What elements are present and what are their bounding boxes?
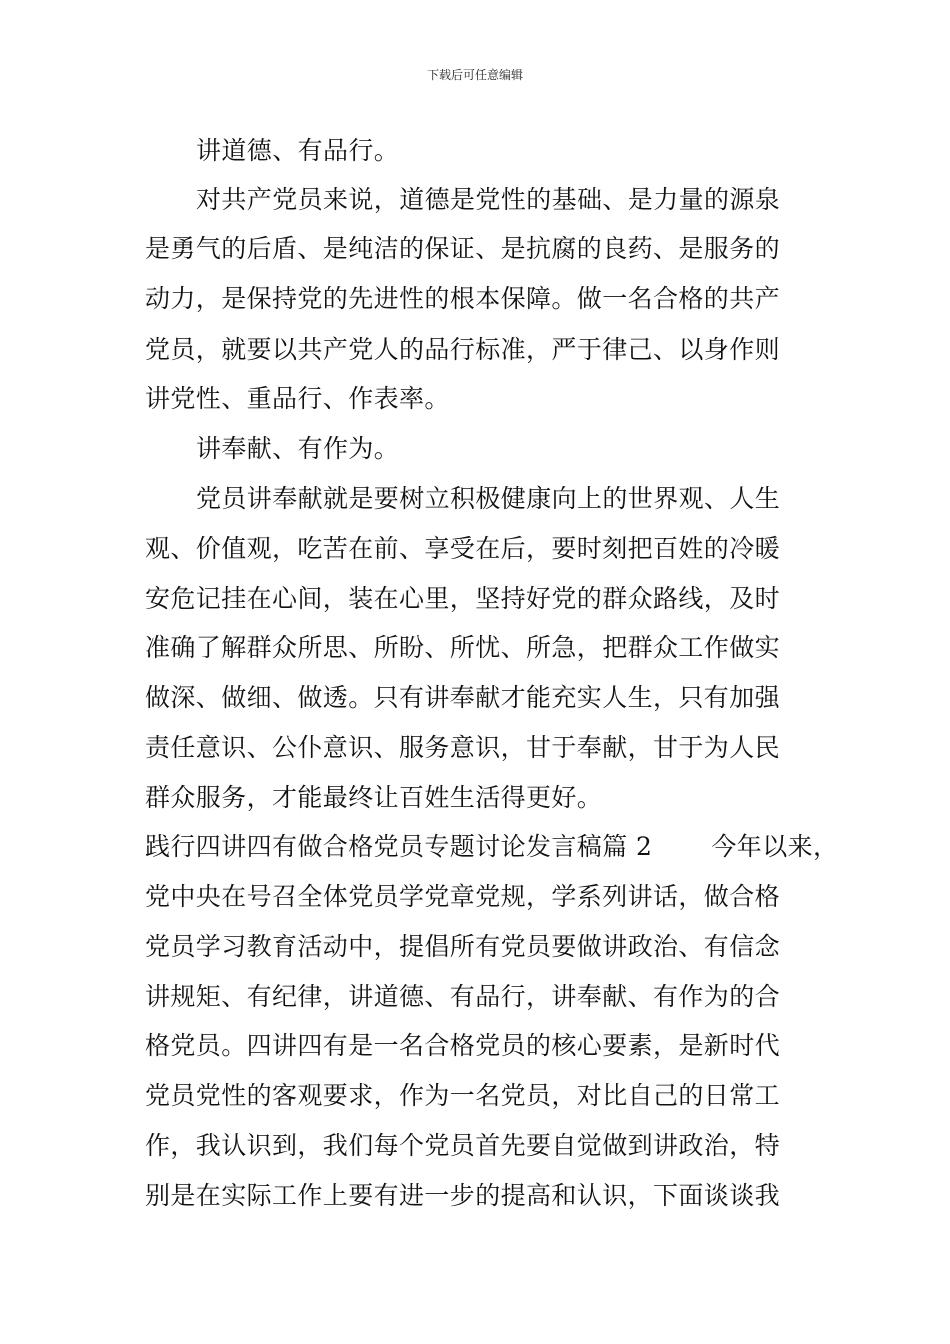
text-line: 准确了解群众所思、所盼、所忧、所急，把群众工作做实 bbox=[145, 633, 781, 662]
text-line: 是勇气的后盾、是纯洁的保证、是抗腐的良药、是服务的 bbox=[145, 234, 781, 263]
text-line: 格党员。四讲四有是一名合格党员的核心要素，是新时代 bbox=[145, 1031, 781, 1060]
text-line: 做深、做细、做透。只有讲奉献才能充实人生，只有加强 bbox=[145, 683, 781, 712]
text-line: 别是在实际工作上要有进一步的提高和认识，下面谈谈我 bbox=[145, 1181, 781, 1210]
text-line: 党员党性的客观要求，作为一名党员，对比自己的日常工 bbox=[145, 1081, 781, 1110]
text-line: 作，我认识到，我们每个党员首先要自觉做到讲政治，特 bbox=[145, 1131, 781, 1160]
text-line: 安危记挂在心间，装在心里，坚持好党的群众路线，及时 bbox=[145, 584, 781, 613]
text-line: 讲道德、有品行。 bbox=[196, 136, 400, 165]
text-line: 党员学习教育活动中，提倡所有党员要做讲政治、有信念 bbox=[145, 932, 781, 961]
text-line: 讲规矩、有纪律，讲道德、有品行，讲奉献、有作为的合 bbox=[145, 982, 781, 1011]
text-line: 讲党性、重品行、作表率。 bbox=[145, 384, 450, 413]
text-line: 动力，是保持党的先进性的根本保障。做一名合格的共产 bbox=[145, 284, 781, 313]
text-line: 对共产党员来说，道德是党性的基础、是力量的源泉 bbox=[196, 185, 781, 214]
text-line: 群众服务，才能最终让百姓生活得更好。 bbox=[145, 783, 603, 812]
text-line: 党中央在号召全体党员学党章党规，学系列讲话，做合格 bbox=[145, 882, 781, 911]
text-line: 观、价值观，吃苦在前、享受在后，要时刻把百姓的冷暖 bbox=[145, 534, 781, 563]
text-line: 践行四讲四有做合格党员专题讨论发言稿篇 2 今年以来， bbox=[145, 832, 839, 861]
text-line: 责任意识、公仆意识、服务意识，甘于奉献，甘于为人民 bbox=[145, 733, 781, 762]
text-line: 讲奉献、有作为。 bbox=[196, 434, 400, 463]
text-line: 党员，就要以共产党人的品行标准，严于律己、以身作则 bbox=[145, 335, 781, 364]
header-note: 下载后可任意编辑 bbox=[426, 68, 523, 82]
text-line: 党员讲奉献就是要树立积极健康向上的世界观、人生 bbox=[196, 484, 781, 513]
